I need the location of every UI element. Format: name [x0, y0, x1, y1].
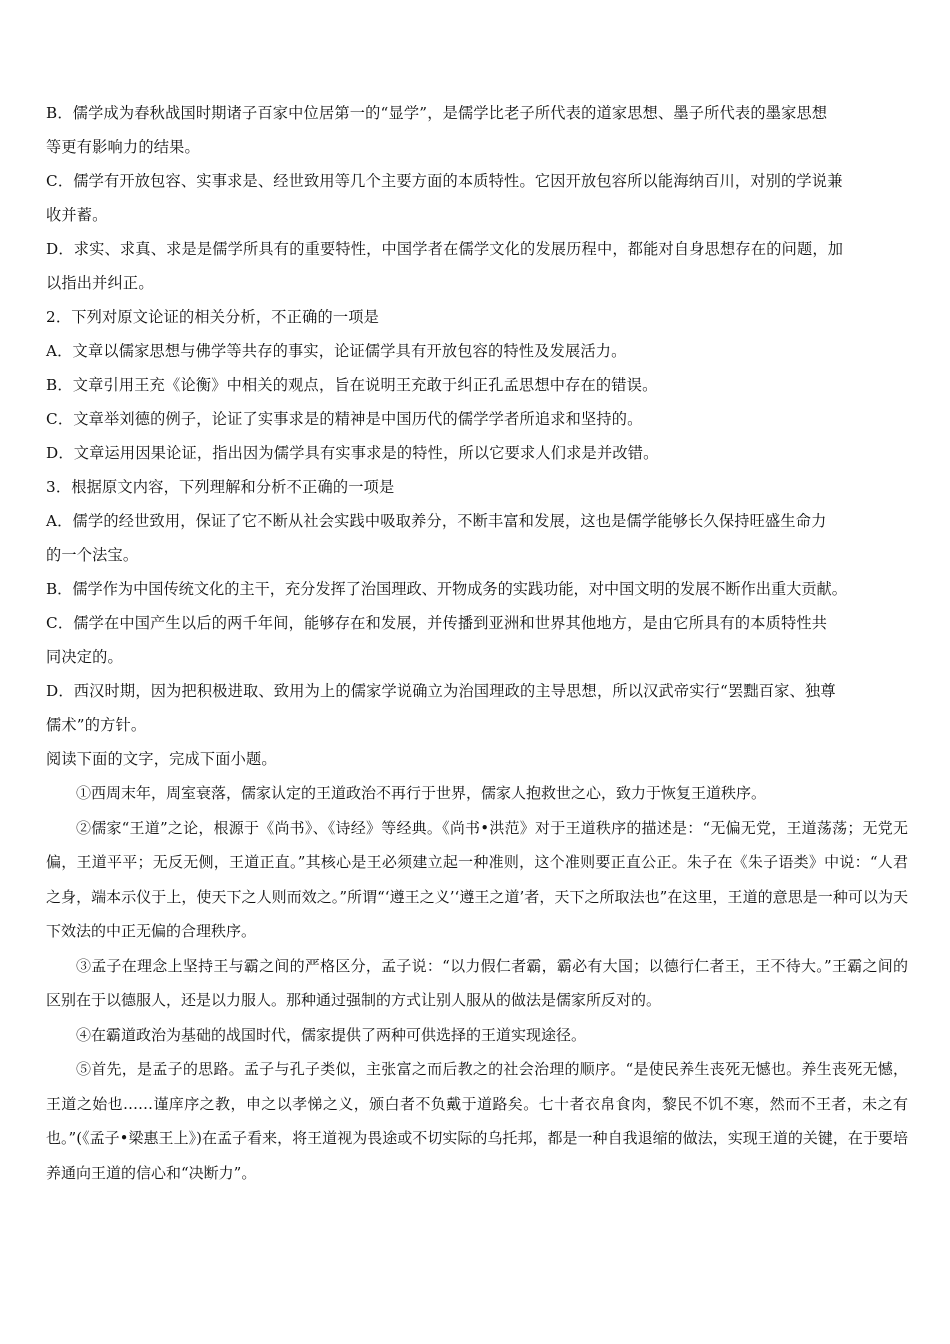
passage-paragraph-3: ③孟子在理念上坚持王与霸之间的严格区分，孟子说：“以力假仁者霸，霸必有大国；以德行仁者王，王不待大。”王霸之间的区别在于以德服人，还是以力服人。那种通过强制的方式让别人服从的做法是儒家所反对的。 [46, 956, 908, 1009]
option-a-q3-line2: 的一个法宝。 [46, 546, 139, 564]
reading-instruction: 阅读下面的文字，完成下面小题。 [46, 750, 277, 768]
option-c-q1-line2: 收并蓄。 [46, 206, 108, 224]
question-2: 2．下列对原文论证的相关分析，不正确的一项是 [46, 308, 380, 326]
option-c-q3-line1: C．儒学在中国产生以后的两千年间，能够存在和发展，并传播到亚洲和世界其他地方，是由它所具有的本质特性共 [46, 614, 828, 632]
option-d-q3-line2: 儒术”的方针。 [46, 716, 147, 734]
option-d-q1-line2: 以指出并纠正。 [46, 274, 154, 292]
option-c-q1-line1: C．儒学有开放包容、实事求是、经世致用等几个主要方面的本质特性。它因开放包容所以能海纳百川，对别的学说兼 [46, 172, 843, 190]
option-d-q1-line1: D．求实、求真、求是是儒学所具有的重要特性，中国学者在儒学文化的发展历程中，都能对自身思想存在的问题，加 [46, 240, 844, 258]
passage-paragraph-1: ①西周末年，周室衰落，儒家认定的王道政治不再行于世界，儒家人抱救世之心，致力于恢复王道秩序。 [76, 784, 767, 802]
option-d-q2: D．文章运用因果论证，指出因为儒学具有实事求是的特性，所以它要求人们求是并改错。 [46, 444, 659, 462]
option-c-q2: C．文章举刘德的例子，论证了实事求是的精神是中国历代的儒学学者所追求和坚持的。 [46, 410, 643, 428]
document-page [46, 96, 908, 1190]
option-a-q2: A．文章以儒家思想与佛学等共存的事实，论证儒学具有开放包容的特性及发展活力。 [46, 342, 627, 360]
question-3: 3．根据原文内容，下列理解和分析不正确的一项是 [46, 478, 395, 496]
option-b-q1-line1: B．儒学成为春秋战国时期诸子百家中位居第一的“显学”，是儒学比老子所代表的道家思想、墨子所代表的墨家思想 [46, 104, 828, 122]
option-b-q3: B．儒学作为中国传统文化的主干，充分发挥了治国理政、开物成务的实践功能，对中国文明的发展不断作出重大贡献。 [46, 580, 847, 598]
option-b-q1-line2: 等更有影响力的结果。 [46, 138, 200, 156]
passage-paragraph-4: ④在霸道政治为基础的战国时代，儒家提供了两种可供选择的王道实现途径。 [76, 1025, 587, 1044]
passage-paragraph-2: ②儒家“王道”之论，根源于《尚书》、《诗经》等经典。《尚书•洪范》对于王道秩序的描述是：“无偏无党，王道荡荡；无党无偏，王道平平；无反无侧，王道正直。”其核心是王必须建立起一种准则，这个准则要正直公正。朱子在《朱子语类》中说：“人君之身，端本示仪于上，使天下之人则而效之。”所谓“‘遵王之义’‘遵王之道’者，天下之所取法也”在这里，王道的意思是一种可以为天下效法的中正无偏的合理秩序。 [46, 818, 908, 940]
option-b-q2: B．文章引用王充《论衡》中相关的观点，旨在说明王充敢于纠正孔孟思想中存在的错误。 [46, 376, 658, 394]
option-c-q3-line2: 同决定的。 [46, 648, 123, 666]
passage-paragraph-5: ⑤首先，是孟子的思路。孟子与孔子类似，主张富之而后教之的社会治理的顺序。“是使民养生丧死无憾也。养生丧死无憾，王道之始也……谨庠序之教，申之以孝悌之义，颁白者不负戴于道路矣。七十者衣帛食肉，黎民不饥不寒，然而不王者，未之有也。”(《孟子•梁惠王上》)在孟子看来，将王道视为畏途或不切实际的乌托邦，都是一种自我退缩的做法，实现王道的关键，在于要培养通向王道的信心和“决断力”。 [46, 1060, 908, 1182]
option-d-q3-line1: D．西汉时期，因为把积极进取、致用为上的儒家学说确立为治国理政的主导思想，所以汉武帝实行“罢黜百家、独尊 [46, 682, 836, 700]
option-a-q3-line1: A．儒学的经世致用，保证了它不断从社会实践中吸取养分，不断丰富和发展，这也是儒学能够长久保持旺盛生命力 [46, 512, 827, 530]
